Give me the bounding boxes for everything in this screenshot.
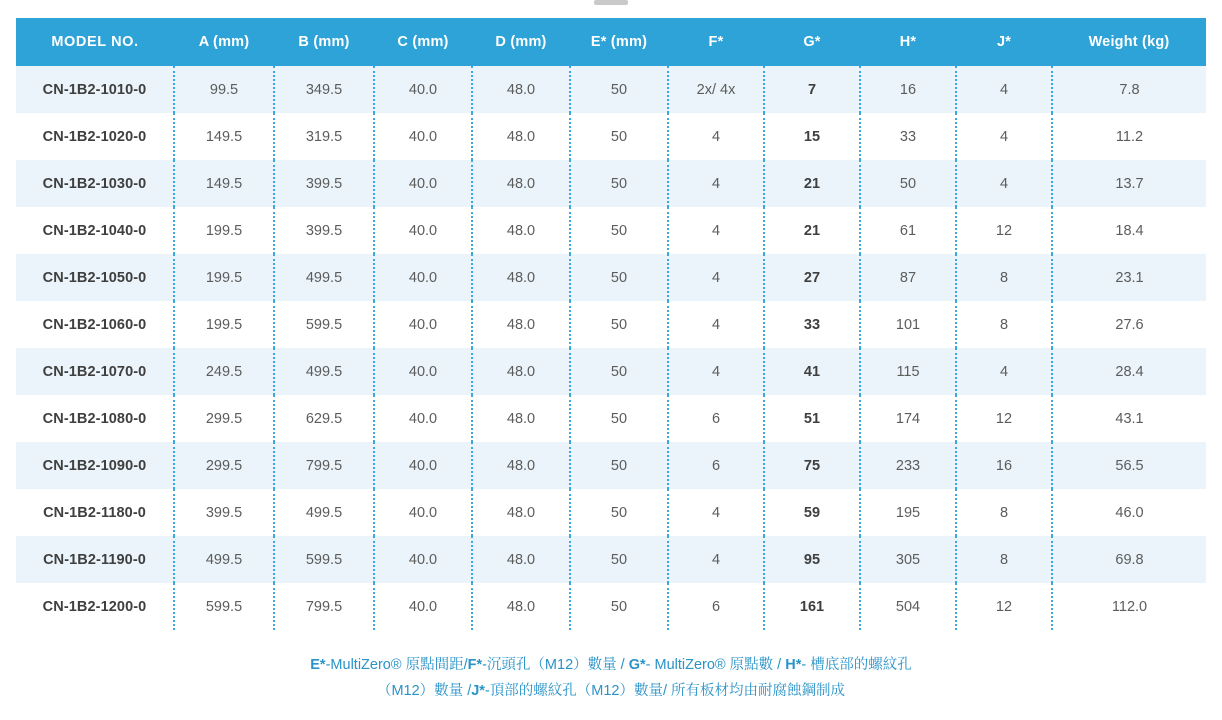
footnote-line2-part1: （M12）數量 / <box>376 683 472 700</box>
cell-b: 599.5 <box>274 536 374 583</box>
table-footnote <box>16 652 1206 704</box>
scroll-nub <box>594 0 628 5</box>
cell-g: 161 <box>764 583 860 630</box>
table-row <box>16 66 1206 113</box>
table-row <box>16 348 1206 395</box>
cell-d: 48.0 <box>472 301 570 348</box>
cell-d: 48.0 <box>472 348 570 395</box>
cell-model: CN-1B2-1080-0 <box>16 395 174 442</box>
column-header-weight: Weight (kg) <box>1052 18 1206 66</box>
cell-d: 48.0 <box>472 160 570 207</box>
column-header-f: F* <box>668 18 764 66</box>
cell-model: CN-1B2-1190-0 <box>16 536 174 583</box>
cell-e: 50 <box>570 348 668 395</box>
cell-model: CN-1B2-1090-0 <box>16 442 174 489</box>
cell-e: 50 <box>570 254 668 301</box>
cell-a: 199.5 <box>174 301 274 348</box>
footnote-h-label: H* <box>785 657 802 673</box>
cell-c: 40.0 <box>374 536 472 583</box>
cell-weight: 18.4 <box>1052 207 1206 254</box>
cell-weight: 23.1 <box>1052 254 1206 301</box>
column-header-c: C (mm) <box>374 18 472 66</box>
cell-c: 40.0 <box>374 207 472 254</box>
footnote-f-text: -沉頭孔（M12）數量 / <box>482 657 629 673</box>
footnote-e-text: -MultiZero® 原點間距/ <box>325 657 468 673</box>
cell-f: 4 <box>668 348 764 395</box>
footnote-e-label: E* <box>310 657 326 673</box>
cell-g: 75 <box>764 442 860 489</box>
cell-h: 87 <box>860 254 956 301</box>
table-row <box>16 442 1206 489</box>
cell-j: 8 <box>956 489 1052 536</box>
cell-f: 4 <box>668 489 764 536</box>
cell-g: 21 <box>764 207 860 254</box>
cell-c: 40.0 <box>374 395 472 442</box>
cell-c: 40.0 <box>374 113 472 160</box>
cell-weight: 46.0 <box>1052 489 1206 536</box>
cell-e: 50 <box>570 442 668 489</box>
cell-d: 48.0 <box>472 113 570 160</box>
cell-weight: 43.1 <box>1052 395 1206 442</box>
cell-d: 48.0 <box>472 536 570 583</box>
cell-a: 199.5 <box>174 254 274 301</box>
column-header-b: B (mm) <box>274 18 374 66</box>
cell-f: 4 <box>668 254 764 301</box>
cell-b: 799.5 <box>274 583 374 630</box>
cell-j: 12 <box>956 207 1052 254</box>
cell-a: 399.5 <box>174 489 274 536</box>
cell-b: 799.5 <box>274 442 374 489</box>
cell-d: 48.0 <box>472 254 570 301</box>
cell-c: 40.0 <box>374 66 472 113</box>
cell-c: 40.0 <box>374 301 472 348</box>
cell-f: 2x/ 4x <box>668 66 764 113</box>
cell-h: 50 <box>860 160 956 207</box>
table-row <box>16 536 1206 583</box>
cell-e: 50 <box>570 66 668 113</box>
cell-d: 48.0 <box>472 66 570 113</box>
cell-a: 599.5 <box>174 583 274 630</box>
cell-j: 4 <box>956 66 1052 113</box>
cell-j: 16 <box>956 442 1052 489</box>
cell-model: CN-1B2-1070-0 <box>16 348 174 395</box>
column-header-e: E* (mm) <box>570 18 668 66</box>
cell-g: 41 <box>764 348 860 395</box>
footnote-line2-part2: -頂部的螺紋孔（M12）數量/ 所有板材均由耐腐蝕鋼制成 <box>484 683 846 700</box>
cell-weight: 56.5 <box>1052 442 1206 489</box>
cell-weight: 69.8 <box>1052 536 1206 583</box>
cell-e: 50 <box>570 301 668 348</box>
footnote-h-text: - 槽底部的螺紋孔 <box>801 657 912 673</box>
cell-e: 50 <box>570 395 668 442</box>
cell-g: 7 <box>764 66 860 113</box>
cell-model: CN-1B2-1200-0 <box>16 583 174 630</box>
cell-e: 50 <box>570 113 668 160</box>
cell-j: 8 <box>956 301 1052 348</box>
cell-weight: 7.8 <box>1052 66 1206 113</box>
cell-c: 40.0 <box>374 348 472 395</box>
cell-weight: 11.2 <box>1052 113 1206 160</box>
cell-a: 249.5 <box>174 348 274 395</box>
cell-c: 40.0 <box>374 583 472 630</box>
cell-f: 4 <box>668 160 764 207</box>
footnote-j-label: J* <box>471 683 485 700</box>
cell-b: 399.5 <box>274 207 374 254</box>
cell-d: 48.0 <box>472 395 570 442</box>
cell-g: 33 <box>764 301 860 348</box>
cell-b: 499.5 <box>274 489 374 536</box>
cell-d: 48.0 <box>472 442 570 489</box>
cell-h: 33 <box>860 113 956 160</box>
footnote-line-1 <box>310 657 911 673</box>
cell-model: CN-1B2-1060-0 <box>16 301 174 348</box>
cell-h: 305 <box>860 536 956 583</box>
table-row <box>16 583 1206 630</box>
cell-a: 99.5 <box>174 66 274 113</box>
column-header-model: MODEL NO. <box>16 18 174 66</box>
cell-model: CN-1B2-1010-0 <box>16 66 174 113</box>
cell-b: 499.5 <box>274 348 374 395</box>
table-row <box>16 254 1206 301</box>
cell-h: 115 <box>860 348 956 395</box>
cell-e: 50 <box>570 160 668 207</box>
cell-j: 4 <box>956 160 1052 207</box>
cell-weight: 27.6 <box>1052 301 1206 348</box>
cell-a: 149.5 <box>174 113 274 160</box>
cell-g: 51 <box>764 395 860 442</box>
cell-f: 4 <box>668 113 764 160</box>
cell-model: CN-1B2-1020-0 <box>16 113 174 160</box>
cell-d: 48.0 <box>472 583 570 630</box>
cell-h: 61 <box>860 207 956 254</box>
cell-h: 101 <box>860 301 956 348</box>
table-body <box>16 66 1206 630</box>
cell-b: 499.5 <box>274 254 374 301</box>
table-row <box>16 489 1206 536</box>
table-header <box>16 18 1206 66</box>
cell-a: 149.5 <box>174 160 274 207</box>
table-row <box>16 113 1206 160</box>
cell-e: 50 <box>570 489 668 536</box>
cell-b: 399.5 <box>274 160 374 207</box>
table-row <box>16 160 1206 207</box>
cell-g: 95 <box>764 536 860 583</box>
cell-f: 6 <box>668 395 764 442</box>
table-row <box>16 301 1206 348</box>
cell-g: 15 <box>764 113 860 160</box>
cell-h: 174 <box>860 395 956 442</box>
cell-d: 48.0 <box>472 489 570 536</box>
cell-weight: 112.0 <box>1052 583 1206 630</box>
cell-j: 12 <box>956 395 1052 442</box>
footnote-g-text: - MultiZero® 原點數 / <box>645 657 786 673</box>
cell-j: 4 <box>956 348 1052 395</box>
footnote-g-label: G* <box>628 657 646 673</box>
cell-f: 4 <box>668 207 764 254</box>
column-header-d: D (mm) <box>472 18 570 66</box>
footnote-f-label: F* <box>467 657 483 673</box>
cell-e: 50 <box>570 207 668 254</box>
cell-g: 59 <box>764 489 860 536</box>
cell-a: 299.5 <box>174 395 274 442</box>
cell-j: 12 <box>956 583 1052 630</box>
cell-e: 50 <box>570 536 668 583</box>
cell-d: 48.0 <box>472 207 570 254</box>
cell-b: 319.5 <box>274 113 374 160</box>
cell-e: 50 <box>570 583 668 630</box>
cell-a: 499.5 <box>174 536 274 583</box>
cell-g: 21 <box>764 160 860 207</box>
cell-h: 195 <box>860 489 956 536</box>
cell-c: 40.0 <box>374 160 472 207</box>
cell-model: CN-1B2-1180-0 <box>16 489 174 536</box>
cell-a: 199.5 <box>174 207 274 254</box>
cell-b: 349.5 <box>274 66 374 113</box>
cell-j: 8 <box>956 254 1052 301</box>
column-header-g: G* <box>764 18 860 66</box>
cell-weight: 13.7 <box>1052 160 1206 207</box>
cell-f: 6 <box>668 442 764 489</box>
cell-c: 40.0 <box>374 489 472 536</box>
table-header-row <box>16 18 1206 66</box>
cell-f: 4 <box>668 536 764 583</box>
cell-model: CN-1B2-1050-0 <box>16 254 174 301</box>
cell-model: CN-1B2-1030-0 <box>16 160 174 207</box>
cell-a: 299.5 <box>174 442 274 489</box>
cell-weight: 28.4 <box>1052 348 1206 395</box>
cell-b: 629.5 <box>274 395 374 442</box>
cell-j: 8 <box>956 536 1052 583</box>
cell-b: 599.5 <box>274 301 374 348</box>
cell-g: 27 <box>764 254 860 301</box>
cell-f: 4 <box>668 301 764 348</box>
cell-f: 6 <box>668 583 764 630</box>
column-header-j: J* <box>956 18 1052 66</box>
model-specification-table <box>16 18 1206 630</box>
cell-c: 40.0 <box>374 442 472 489</box>
cell-model: CN-1B2-1040-0 <box>16 207 174 254</box>
cell-h: 504 <box>860 583 956 630</box>
table-row <box>16 395 1206 442</box>
cell-h: 233 <box>860 442 956 489</box>
cell-h: 16 <box>860 66 956 113</box>
table-row <box>16 207 1206 254</box>
column-header-a: A (mm) <box>174 18 274 66</box>
column-header-h: H* <box>860 18 956 66</box>
footnote-line-2 <box>16 678 1206 704</box>
cell-j: 4 <box>956 113 1052 160</box>
cell-c: 40.0 <box>374 254 472 301</box>
